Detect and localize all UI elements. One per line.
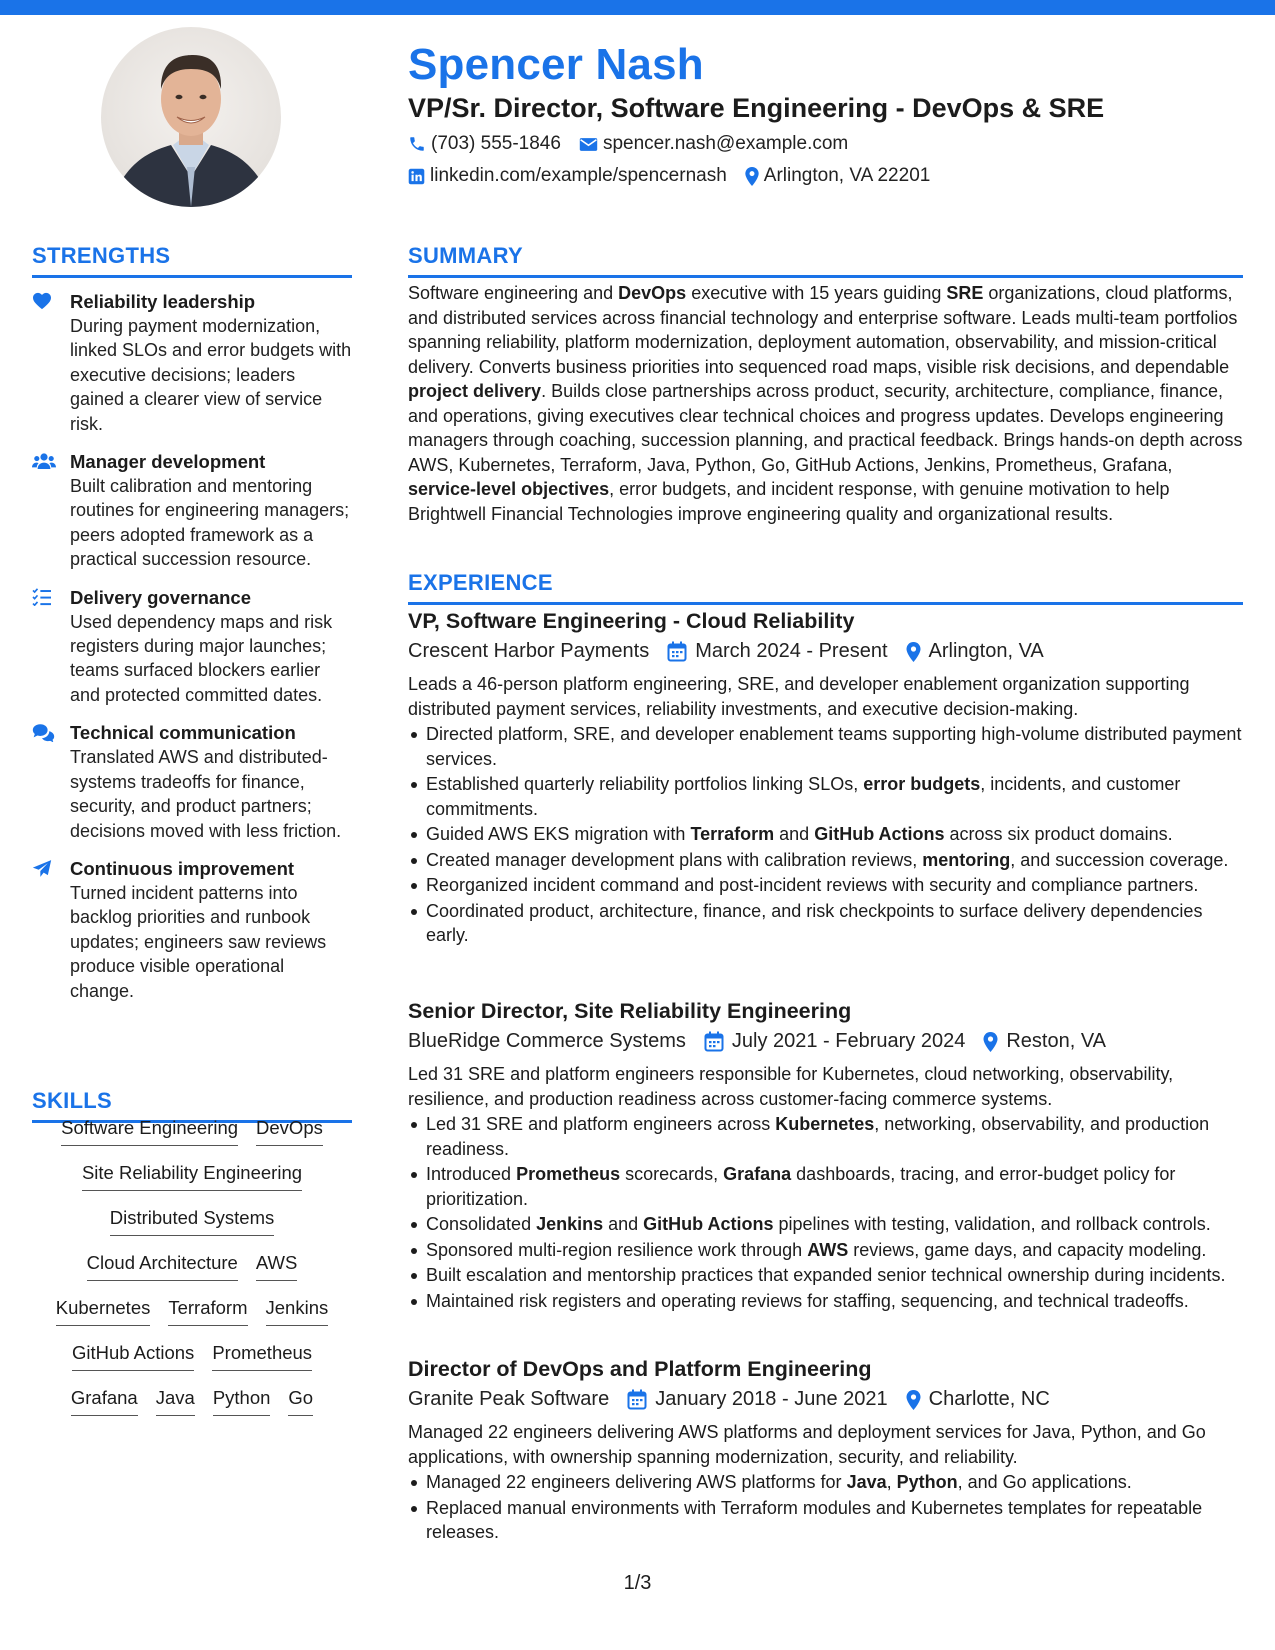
text-run: Coordinated product, architecture, finance, and risk checkpoints to surface delivery dependencies early. (426, 900, 1203, 945)
strength-body (70, 450, 352, 572)
bold-text: GitHub Actions (814, 824, 945, 844)
phone-text: (703) 555-1846 (431, 133, 561, 154)
text-run: . Builds close partnerships across product, security, architecture, compliance, finance, and operations, giving executives clear technical choices and progress updates. Develops engineering managers through coaching, succession planning, and practical feedback. Brings hands-on depth across AWS, Kubernetes, Terraform, Java, Python, Go, GitHub Actions, Jenkins, Prometheus, Grafana, (408, 381, 1243, 475)
envelope-icon (579, 137, 598, 152)
text-run: , and succession coverage. (1010, 849, 1229, 870)
bold-text: error budgets (863, 774, 981, 794)
strength-text: Translated AWS and distributed-systems tradeoffs for finance, security, and product partners; decisions moved with less friction. (70, 747, 342, 841)
text-run: , error budgets, and incident response, with genuine motivation to help Brightwell Financial Technologies improve engineering quality and organizational results. (408, 479, 1170, 524)
job-location-text: Reston, VA (1006, 1030, 1107, 1052)
map-pin-icon (983, 1032, 998, 1052)
calendar-icon (704, 1031, 724, 1052)
job-dates (667, 640, 887, 663)
bold-text: service-level objectives (408, 479, 610, 499)
bold-text: mentoring (922, 849, 1011, 870)
job-location (906, 1388, 1050, 1411)
bold-text: AWS (807, 1239, 849, 1260)
text-run: Sponsored multi-region resilience work through (426, 1239, 808, 1260)
skill-tag: Cloud Architecture (87, 1252, 238, 1281)
skill-row (32, 1207, 352, 1252)
company-name: Granite Peak Software (408, 1388, 610, 1410)
text-run: Built escalation and mentorship practices that expanded senior technical ownership during incidents. (426, 1265, 1226, 1285)
bold-text: Grafana (723, 1164, 792, 1184)
bold-text: GitHub Actions (643, 1214, 774, 1234)
location-contact (745, 165, 931, 187)
text-run: , incidents, and customer commitments. (426, 774, 1181, 819)
text-run: Led 31 SRE and platform engineers across (426, 1114, 776, 1134)
job-title: Director of DevOps and Platform Engineering (408, 1357, 872, 1381)
job-meta (408, 1388, 1243, 1411)
location-text: Arlington, VA 22201 (763, 165, 931, 186)
job-location-text: Charlotte, NC (928, 1388, 1050, 1410)
skill-tag: Kubernetes (56, 1297, 151, 1326)
text-run: pipelines with testing, validation, and rollback controls. (773, 1214, 1211, 1234)
page-number: 1/3 (623, 1572, 652, 1594)
strength-item (32, 586, 352, 708)
skill-row (32, 1342, 352, 1387)
skill-tag: Terraform (168, 1297, 247, 1326)
linkedin-contact[interactable] (408, 165, 727, 187)
bold-text: Kubernetes (775, 1114, 875, 1134)
skill-tag: DevOps (256, 1117, 323, 1146)
paper-plane-icon (32, 857, 70, 1003)
job-location-text: Arlington, VA (928, 640, 1044, 662)
bullet-item (426, 1470, 1243, 1495)
job-entry (408, 607, 1243, 948)
skill-tag: Jenkins (266, 1297, 329, 1326)
job-bullets (408, 1470, 1243, 1545)
candidate-name: Spencer Nash (408, 40, 704, 89)
bullet-item (426, 1112, 1243, 1161)
map-pin-icon (906, 642, 921, 662)
bold-text: Terraform (690, 824, 775, 844)
bullet-item (426, 1212, 1243, 1237)
strength-title: Reliability leadership (70, 291, 256, 312)
text-run: , (886, 1472, 897, 1492)
summary-paragraph (408, 281, 1243, 526)
text-run: reviews, game days, and capacity modeling. (848, 1239, 1207, 1260)
text-run: Directed platform, SRE, and developer enablement teams supporting high-volume distributed payment services. (426, 724, 1242, 769)
strengths-list (32, 290, 352, 1017)
text-run: Introduced (426, 1164, 517, 1184)
calendar-icon (667, 641, 687, 662)
company-name: BlueRidge Commerce Systems (408, 1030, 686, 1052)
strength-body (70, 721, 352, 843)
bold-text: Python (896, 1472, 958, 1492)
email-contact[interactable] (579, 133, 848, 155)
strength-title: Delivery governance (70, 586, 251, 608)
text-run: and (603, 1214, 644, 1234)
text-run: , networking, observability, and production readiness. (426, 1114, 1210, 1159)
top-accent-bar (0, 0, 1275, 15)
job-description: Led 31 SRE and platform engineers responsible for Kubernetes, cloud networking, observability, resilience, and production readiness across customer-facing commerce systems. (408, 1064, 1174, 1109)
linkedin-icon (408, 168, 425, 185)
job-dates (704, 1030, 965, 1053)
strength-text: Turned incident patterns into backlog priorities and runbook updates; engineers saw reviews produce visible operational change. (70, 882, 327, 1001)
job-dates-text: July 2021 - February 2024 (731, 1030, 966, 1052)
text-run: Managed 22 engineers delivering AWS platforms for (426, 1472, 847, 1492)
phone-contact[interactable] (408, 133, 561, 155)
skill-tag: Go (288, 1387, 313, 1416)
skill-row (32, 1297, 352, 1342)
bullet-item (426, 1238, 1243, 1263)
bold-text: project delivery (408, 381, 542, 401)
job-title: VP, Software Engineering - Cloud Reliability (408, 609, 855, 633)
company-name: Crescent Harbor Payments (408, 640, 650, 662)
bullet-item (426, 848, 1243, 873)
email-text: spencer.nash@example.com (602, 133, 849, 154)
text-run: , and Go applications. (957, 1472, 1132, 1492)
checklist-icon (32, 586, 70, 708)
bold-text: DevOps (618, 283, 687, 303)
text-run: Established quarterly reliability portfolios linking SLOs, (426, 774, 864, 794)
map-pin-icon (906, 1390, 921, 1410)
text-run: Software engineering and (408, 283, 619, 303)
strength-body (70, 586, 352, 708)
skill-tag: AWS (256, 1252, 297, 1281)
skill-row (32, 1162, 352, 1207)
candidate-headline: VP/Sr. Director, Software Engineering - DevOps & SRE (408, 93, 1105, 123)
skill-tag: Python (213, 1387, 271, 1416)
bullet-item (426, 873, 1243, 898)
job-meta (408, 640, 1243, 663)
job-entry (408, 1355, 1243, 1545)
job-entry (408, 997, 1243, 1313)
job-description: Leads a 46-person platform engineering, SRE, and developer enablement organization supporting distributed payment services, reliability investments, and executive decision-making. (408, 674, 1190, 719)
contact-line-2 (408, 165, 948, 187)
bullet-item (426, 1496, 1243, 1545)
linkedin-text: linkedin.com/example/spencernash (430, 165, 727, 186)
text-run: Maintained risk registers and operating reviews for staffing, sequencing, and technical tradeoffs. (426, 1290, 1189, 1311)
skills-heading: SKILLS (32, 1088, 352, 1123)
skill-tag: GitHub Actions (72, 1342, 194, 1371)
strength-body (70, 290, 352, 436)
job-dates-text: March 2024 - Present (695, 640, 888, 662)
profile-photo (101, 27, 281, 207)
job-location (906, 640, 1044, 663)
job-dates (627, 1388, 887, 1411)
bullet-item (426, 899, 1243, 948)
bullet-item (426, 722, 1243, 771)
text-run: Guided AWS EKS migration with (426, 824, 691, 844)
job-bullets (408, 722, 1243, 948)
skill-row (32, 1252, 352, 1297)
text-run: Replaced manual environments with Terraform modules and Kubernetes templates for repeatable releases. (426, 1497, 1203, 1542)
strength-text: During payment modernization, linked SLOs and error budgets with executive decisions; leaders gained a clearer view of service risk. (70, 316, 352, 434)
bullet-item (426, 1263, 1243, 1288)
strengths-heading: STRENGTHS (32, 243, 352, 278)
text-run: scorecards, (620, 1164, 724, 1184)
job-description: Managed 22 engineers delivering AWS platforms and deployment services for Java, Python, and Go applications, with ownership spanning modernization, security, and reliability. (408, 1422, 1206, 1467)
calendar-icon (627, 1389, 647, 1410)
chat-icon (32, 721, 70, 843)
bold-text: Jenkins (536, 1214, 604, 1234)
bullet-item (426, 772, 1243, 821)
strength-text: Built calibration and mentoring routines for engineering managers; peers adopted framework as a practical succession resource. (70, 476, 350, 570)
bold-text: Prometheus (516, 1164, 621, 1184)
bullet-item (426, 1162, 1243, 1211)
bold-text: SRE (946, 283, 984, 303)
summary-heading: SUMMARY (408, 243, 1243, 278)
strength-text: Used dependency maps and risk registers during major launches; teams surfaced blockers earlier and protected committed dates. (70, 611, 333, 705)
job-bullets (408, 1112, 1243, 1313)
job-meta (408, 1030, 1243, 1053)
users-icon (32, 450, 70, 572)
strength-item (32, 721, 352, 843)
skills-list (32, 1117, 352, 1432)
text-run: and (774, 824, 815, 844)
strength-body (70, 857, 352, 1003)
text-run: dashboards, tracing, and error-budget policy for prioritization. (426, 1164, 1176, 1209)
strength-item (32, 290, 352, 436)
skill-row (32, 1387, 352, 1432)
strength-title: Continuous improvement (70, 857, 295, 879)
bullet-item (426, 1289, 1243, 1314)
skill-tag: Java (156, 1387, 195, 1416)
job-title: Senior Director, Site Reliability Engineering (408, 999, 852, 1023)
text-run: organizations, cloud platforms, and distributed services across financial technology and enterprise software. Leads multi-team portfolios spanning reliability, platform modernization, deployment automation, observability, and mission-critical delivery. Converts business priorities into sequenced road maps, visible risk decisions, and dependable (408, 283, 1238, 377)
text-run: Consolidated (426, 1214, 537, 1234)
job-location (983, 1030, 1106, 1053)
map-pin-icon (745, 167, 759, 186)
text-run: executive with 15 years guiding (686, 283, 947, 303)
skill-row (32, 1117, 352, 1162)
bullet-item (426, 822, 1243, 847)
strength-item (32, 450, 352, 572)
skill-tag: Prometheus (212, 1342, 312, 1371)
skill-tag: Grafana (71, 1387, 138, 1416)
experience-heading: EXPERIENCE (408, 570, 1243, 605)
contact-line-1 (408, 133, 866, 155)
text-run: Reorganized incident command and post-incident reviews with security and compliance partners. (426, 875, 1199, 895)
bold-text: Java (846, 1472, 887, 1492)
text-run: Created manager development plans with calibration reviews, (426, 849, 923, 870)
strength-title: Technical communication (70, 722, 296, 744)
heart-icon (32, 290, 70, 436)
strength-item (32, 857, 352, 1003)
skill-tag: Distributed Systems (110, 1207, 275, 1236)
skill-tag: Software Engineering (61, 1117, 238, 1146)
skill-tag: Site Reliability Engineering (82, 1162, 302, 1191)
job-dates-text: January 2018 - June 2021 (655, 1388, 888, 1410)
phone-icon (408, 135, 426, 153)
strength-title: Manager development (70, 451, 266, 473)
text-run: across six product domains. (944, 824, 1173, 844)
